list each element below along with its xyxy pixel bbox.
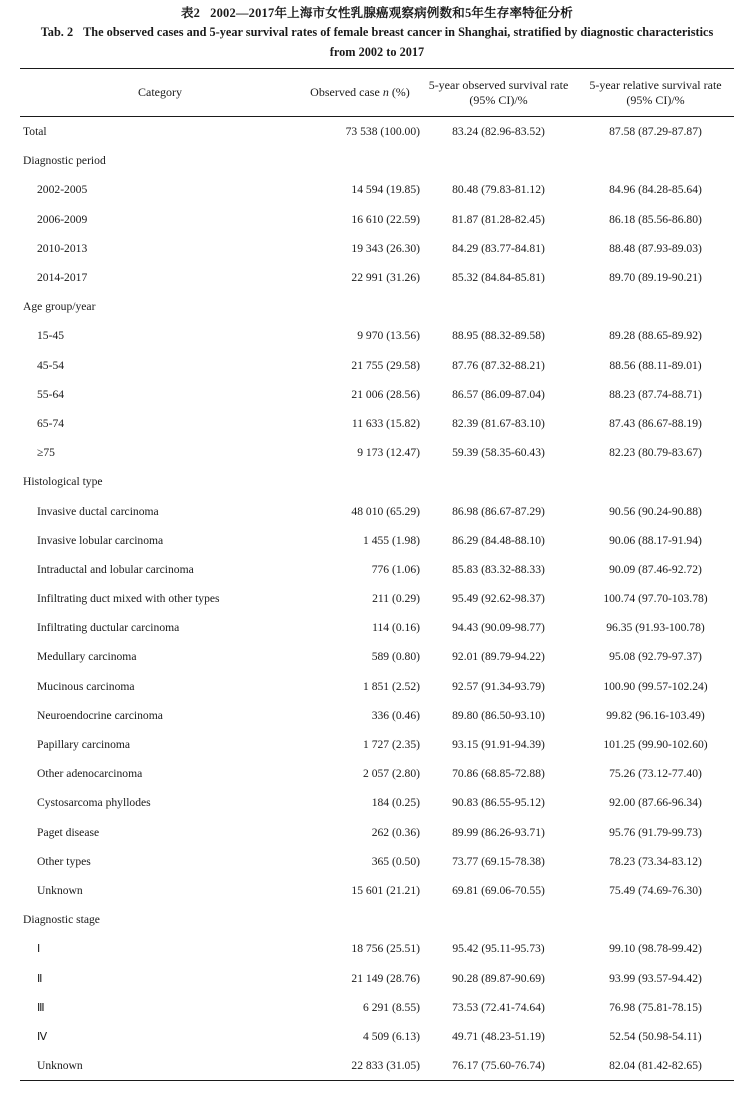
column-header-relative-survival-line2: (95% CI)/% [626, 92, 685, 107]
cell-observed-survival-rate: 80.48 (79.83-81.12) [452, 183, 545, 197]
cell-relative-survival-rate: 100.90 (99.57-102.24) [603, 679, 708, 693]
cell-observed-survival-rate: 95.49 (92.62-98.37) [452, 592, 545, 606]
cell-observed-survival-rate: 89.99 (86.26-93.71) [452, 825, 545, 839]
cell-relative-survival-rate: 88.23 (87.74-88.71) [609, 387, 702, 401]
cell-observed-case: 336 (0.46) [371, 708, 420, 722]
table-group-row [20, 146, 734, 175]
column-header-category: Category [138, 85, 182, 100]
cell-relative-survival-rate: 100.74 (97.70-103.78) [603, 592, 708, 606]
caption-chinese [20, 0, 734, 21]
table-row [20, 993, 734, 1022]
cell-category: Mucinous carcinoma [37, 679, 135, 693]
table-group-row [20, 467, 734, 496]
cell-observed-survival-rate [420, 467, 577, 496]
cell-category: Other types [37, 854, 91, 868]
caption-english-line1 [20, 21, 734, 41]
cell-observed-case: 4 509 (6.13) [363, 1029, 420, 1043]
column-header-observed-case-n: n [382, 85, 389, 100]
cell-relative-survival-rate: 99.10 (98.78-99.42) [609, 942, 702, 956]
cell-observed-case: 2 057 (2.80) [363, 767, 420, 781]
cell-observed-case: 365 (0.50) [371, 854, 420, 868]
cell-observed-survival-rate: 86.98 (86.67-87.29) [452, 504, 545, 518]
cell-relative-survival-rate [577, 292, 734, 321]
cell-observed-survival-rate: 85.32 (84.84-85.81) [452, 271, 545, 285]
cell-observed-case: 211 (0.29) [372, 592, 420, 606]
table-body [20, 117, 734, 1081]
cell-relative-survival-rate: 52.54 (50.98-54.11) [609, 1029, 702, 1043]
table-row [20, 117, 734, 147]
cell-category: ≥75 [37, 446, 55, 460]
column-header-observed-case-text: Observed case [310, 85, 383, 100]
table-row [20, 438, 734, 467]
table-row [20, 555, 734, 584]
cell-observed-survival-rate [420, 292, 577, 321]
table-row [20, 701, 734, 730]
cell-observed-survival-rate: 88.95 (88.32-89.58) [452, 329, 545, 343]
table-row [20, 234, 734, 263]
cell-observed-survival-rate: 87.76 (87.32-88.21) [452, 358, 545, 372]
table-row [20, 584, 734, 613]
cell-observed-case: 21 149 (28.76) [351, 971, 420, 985]
roman-numeral: Ⅳ [37, 1029, 48, 1043]
cell-observed-survival-rate [420, 146, 577, 175]
cell-relative-survival-rate: 87.58 (87.29-87.87) [609, 125, 702, 139]
table-row [20, 1051, 734, 1081]
cell-category [20, 993, 300, 1022]
cell-observed-case: 73 538 (100.00) [345, 125, 420, 139]
cell-observed-case: 14 594 (19.85) [351, 183, 420, 197]
cell-relative-survival-rate [577, 146, 734, 175]
table-head [20, 69, 734, 117]
cell-category: Invasive ductal carcinoma [37, 504, 159, 518]
cell-observed-survival-rate: 95.42 (95.11-95.73) [452, 942, 545, 956]
cell-category: 2014-2017 [37, 271, 88, 285]
cell-observed-survival-rate: 70.86 (68.85-72.88) [452, 767, 545, 781]
column-header-observed-case [300, 69, 420, 117]
column-header-relative-survival [577, 69, 734, 117]
cell-category: Neuroendocrine carcinoma [37, 708, 163, 722]
roman-numeral: Ⅰ [37, 942, 41, 956]
cell-relative-survival-rate: 78.23 (73.34-83.12) [609, 854, 702, 868]
cell-relative-survival-rate: 93.99 (93.57-94.42) [609, 971, 702, 985]
table-row [20, 730, 734, 759]
cell-relative-survival-rate: 88.56 (88.11-89.01) [609, 358, 702, 372]
cell-observed-case: 16 610 (22.59) [351, 212, 420, 226]
cell-category: Intraductal and lobular carcinoma [37, 562, 194, 576]
cell-observed-case: 589 (0.80) [371, 650, 420, 664]
cell-category [20, 934, 300, 963]
cell-relative-survival-rate: 87.43 (86.67-88.19) [609, 416, 702, 430]
cell-category: Infiltrating ductular carcinoma [37, 621, 180, 635]
cell-category: Diagnostic period [23, 154, 106, 168]
cell-observed-case [300, 146, 420, 175]
caption-english-label: Tab. 2 [40, 25, 74, 39]
cell-relative-survival-rate: 90.06 (88.17-91.94) [609, 533, 702, 547]
table-row [20, 759, 734, 788]
cell-category: Unknown [37, 1059, 83, 1073]
cell-observed-case: 21 006 (28.56) [351, 387, 420, 401]
caption-english-text: The observed cases and 5-year survival rates of female breast cancer in Shanghai, stratified by diagnostic characteristics [83, 25, 714, 39]
cell-category: 65-74 [37, 416, 65, 430]
cell-relative-survival-rate [577, 905, 734, 934]
cell-observed-case: 262 (0.36) [371, 825, 420, 839]
cell-relative-survival-rate: 101.25 (99.90-102.60) [603, 738, 708, 752]
table-row [20, 963, 734, 992]
cell-relative-survival-rate: 99.82 (96.16-103.49) [606, 708, 705, 722]
column-header-observed-case-tail: (%) [388, 85, 410, 100]
cell-observed-case: 11 633 (15.82) [351, 416, 420, 430]
caption-english-line2: from 2002 to 2017 [329, 45, 425, 59]
cell-category: 45-54 [37, 358, 65, 372]
cell-relative-survival-rate: 82.23 (80.79-83.67) [609, 446, 702, 460]
cell-relative-survival-rate: 88.48 (87.93-89.03) [609, 241, 702, 255]
table-row [20, 1022, 734, 1051]
cell-observed-case: 1 851 (2.52) [363, 679, 420, 693]
cell-observed-survival-rate: 90.28 (89.87-90.69) [452, 971, 545, 985]
column-header-observed-survival-line2: (95% CI)/% [469, 92, 528, 107]
cell-observed-survival-rate: 69.81 (69.06-70.55) [452, 883, 545, 897]
cell-observed-survival-rate: 85.83 (83.32-88.33) [452, 562, 545, 576]
table-row [20, 263, 734, 292]
cell-observed-survival-rate: 73.53 (72.41-74.64) [452, 1000, 545, 1014]
cell-category: Infiltrating duct mixed with other types [37, 592, 220, 606]
cell-category: 2006-2009 [37, 212, 88, 226]
cell-observed-case [300, 467, 420, 496]
table-row [20, 380, 734, 409]
cell-observed-case: 18 756 (25.51) [351, 942, 420, 956]
cell-observed-case: 21 755 (29.58) [351, 358, 420, 372]
cell-observed-survival-rate: 83.24 (82.96-83.52) [452, 125, 545, 139]
cell-category: Unknown [37, 883, 83, 897]
cell-observed-survival-rate: 94.43 (90.09-98.77) [452, 621, 545, 635]
table-row [20, 876, 734, 905]
roman-numeral: Ⅱ [37, 971, 43, 985]
table-row [20, 934, 734, 963]
table-group-row [20, 905, 734, 934]
cell-relative-survival-rate: 96.35 (91.93-100.78) [606, 621, 705, 635]
cell-relative-survival-rate: 76.98 (75.81-78.15) [609, 1000, 702, 1014]
cell-observed-survival-rate: 84.29 (83.77-84.81) [452, 241, 545, 255]
cell-observed-case [300, 905, 420, 934]
cell-category: Paget disease [37, 825, 100, 839]
cell-observed-case: 184 (0.25) [371, 796, 420, 810]
cell-relative-survival-rate: 92.00 (87.66-96.34) [609, 796, 702, 810]
table-row [20, 321, 734, 350]
cell-relative-survival-rate: 89.70 (89.19-90.21) [609, 271, 702, 285]
table-row [20, 496, 734, 525]
table-row [20, 818, 734, 847]
caption-chinese-text: 2002—2017年上海市女性乳腺癌观察病例数和5年生存率特征分析 [210, 6, 573, 20]
cell-observed-case: 22 991 (31.26) [351, 271, 420, 285]
cell-category: Other adenocarcinoma [37, 767, 143, 781]
cell-observed-case: 776 (1.06) [371, 562, 420, 576]
cell-observed-survival-rate: 93.15 (91.91-94.39) [452, 738, 545, 752]
cell-observed-survival-rate: 82.39 (81.67-83.10) [452, 416, 545, 430]
cell-relative-survival-rate: 95.76 (91.79-99.73) [609, 825, 702, 839]
cell-observed-case: 6 291 (8.55) [363, 1000, 420, 1014]
cell-category: Histological type [23, 475, 103, 489]
table-row [20, 847, 734, 876]
table-row [20, 205, 734, 234]
cell-observed-survival-rate: 90.83 (86.55-95.12) [452, 796, 545, 810]
cell-relative-survival-rate: 95.08 (92.79-97.37) [609, 650, 702, 664]
cell-observed-case: 1 455 (1.98) [363, 533, 420, 547]
cell-observed-case [300, 292, 420, 321]
survival-table [20, 68, 734, 1081]
cell-observed-case: 9 173 (12.47) [357, 446, 420, 460]
cell-category: 2002-2005 [37, 183, 88, 197]
cell-observed-case: 48 010 (65.29) [351, 504, 420, 518]
cell-category: Diagnostic stage [23, 913, 100, 927]
cell-category: 55-64 [37, 387, 65, 401]
cell-category [20, 963, 300, 992]
cell-relative-survival-rate: 84.96 (84.28-85.64) [609, 183, 702, 197]
cell-relative-survival-rate: 86.18 (85.56-86.80) [609, 212, 702, 226]
cell-observed-survival-rate: 89.80 (86.50-93.10) [452, 708, 545, 722]
table-row [20, 409, 734, 438]
table-row [20, 526, 734, 555]
cell-observed-survival-rate: 92.57 (91.34-93.79) [452, 679, 545, 693]
cell-observed-survival-rate: 73.77 (69.15-78.38) [452, 854, 545, 868]
cell-observed-survival-rate: 86.57 (86.09-87.04) [452, 387, 545, 401]
cell-observed-case: 114 (0.16) [372, 621, 420, 635]
table-row [20, 672, 734, 701]
cell-category: Papillary carcinoma [37, 738, 131, 752]
cell-relative-survival-rate: 75.26 (73.12-77.40) [609, 767, 702, 781]
table-row [20, 613, 734, 642]
cell-relative-survival-rate: 75.49 (74.69-76.30) [609, 883, 702, 897]
cell-observed-survival-rate: 81.87 (81.28-82.45) [452, 212, 545, 226]
table-row [20, 788, 734, 817]
cell-category: Invasive lobular carcinoma [37, 533, 164, 547]
roman-numeral: Ⅲ [37, 1000, 45, 1014]
cell-relative-survival-rate: 90.09 (87.46-92.72) [609, 562, 702, 576]
table-row [20, 351, 734, 380]
cell-category: Medullary carcinoma [37, 650, 137, 664]
table-group-row [20, 292, 734, 321]
caption-chinese-label: 表2 [180, 6, 201, 20]
cell-category: 15-45 [37, 329, 65, 343]
cell-observed-case: 22 833 (31.05) [351, 1059, 420, 1073]
cell-relative-survival-rate: 82.04 (81.42-82.65) [609, 1059, 702, 1073]
table-header-row [20, 69, 734, 117]
column-header-observed-survival [420, 69, 577, 117]
cell-observed-survival-rate [420, 905, 577, 934]
cell-observed-case: 9 970 (13.56) [357, 329, 420, 343]
cell-relative-survival-rate [577, 467, 734, 496]
cell-observed-case: 15 601 (21.21) [351, 883, 420, 897]
cell-observed-case: 19 343 (26.30) [351, 241, 420, 255]
cell-category: Age group/year [23, 300, 96, 314]
cell-relative-survival-rate: 89.28 (88.65-89.92) [609, 329, 702, 343]
column-header-relative-survival-line1: 5-year relative survival rate [589, 78, 722, 92]
cell-observed-survival-rate: 59.39 (58.35-60.43) [452, 446, 545, 460]
cell-observed-survival-rate: 76.17 (75.60-76.74) [452, 1059, 545, 1073]
table-row [20, 642, 734, 671]
cell-observed-survival-rate: 49.71 (48.23-51.19) [452, 1029, 545, 1043]
table-row [20, 175, 734, 204]
cell-observed-case: 1 727 (2.35) [363, 738, 420, 752]
cell-observed-survival-rate: 92.01 (89.79-94.22) [452, 650, 545, 664]
cell-category [20, 1022, 300, 1051]
cell-category: Total [23, 125, 47, 139]
cell-observed-survival-rate: 86.29 (84.48-88.10) [452, 533, 545, 547]
column-header-observed-survival-line1: 5-year observed survival rate [428, 78, 569, 92]
cell-category: 2010-2013 [37, 241, 88, 255]
cell-relative-survival-rate: 90.56 (90.24-90.88) [609, 504, 702, 518]
cell-category: Cystosarcoma phyllodes [37, 796, 151, 810]
